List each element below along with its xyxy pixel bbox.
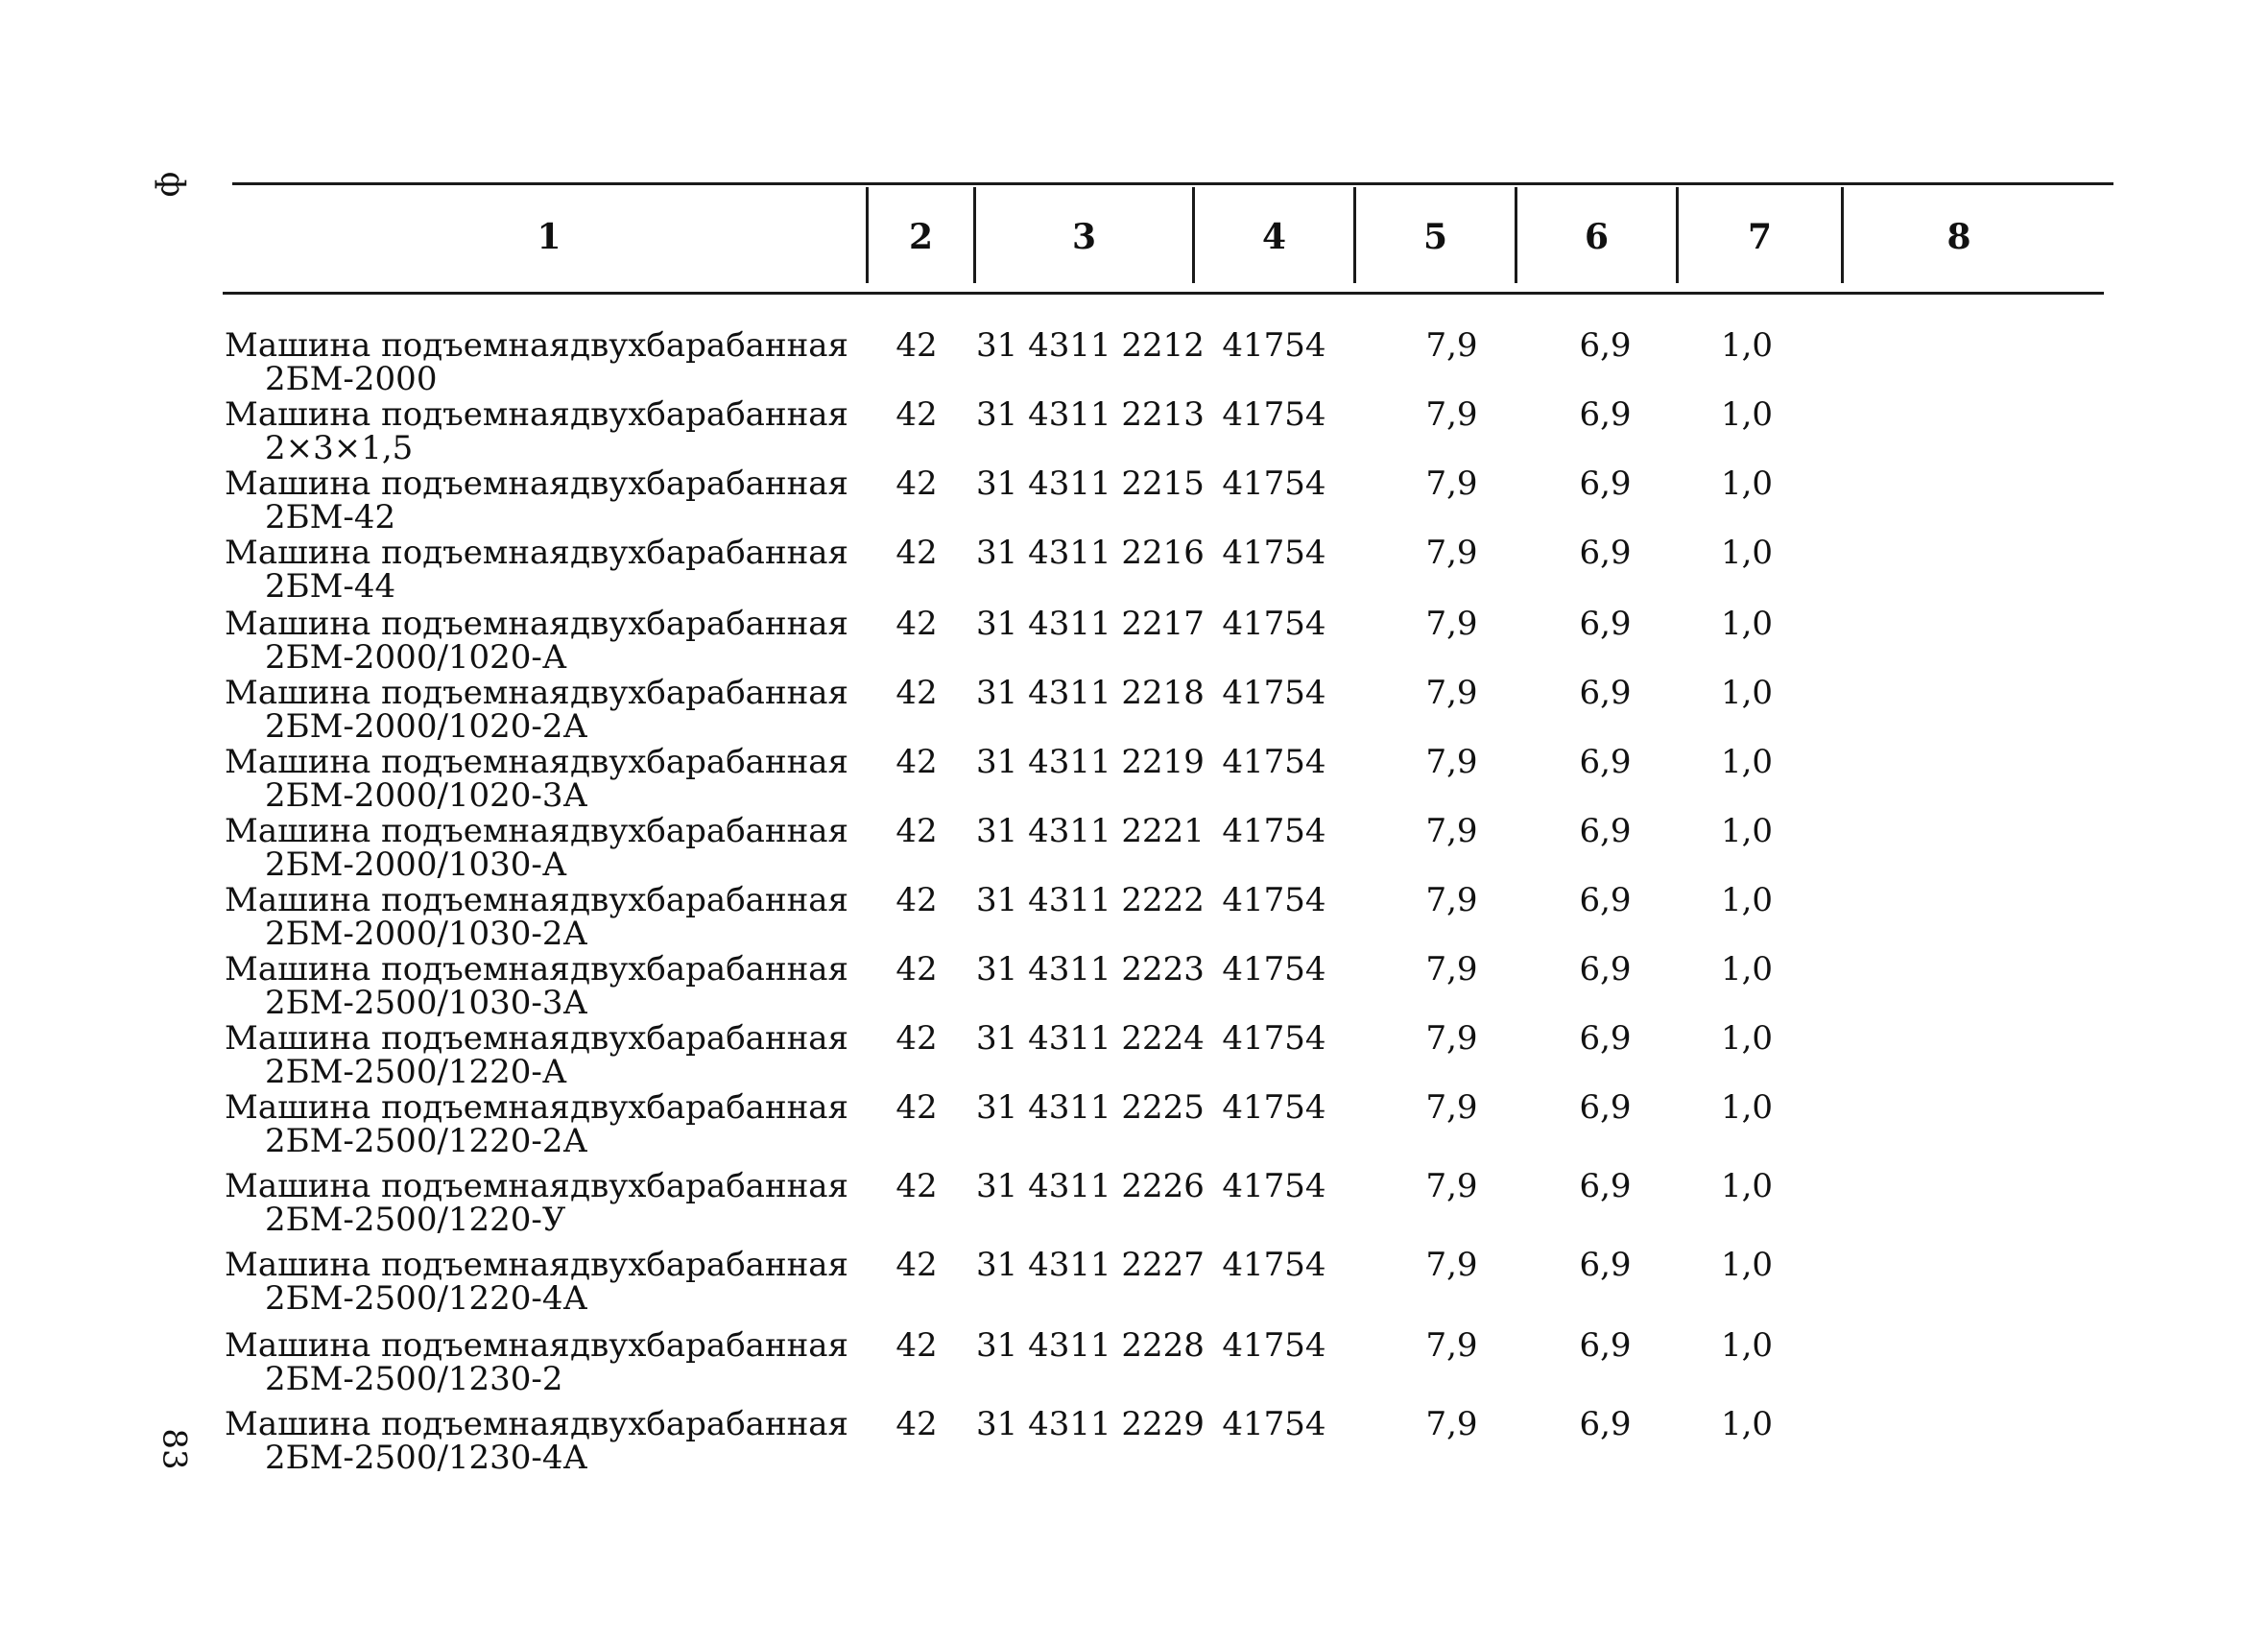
row-col-3: 31 4311 2224 bbox=[976, 1019, 1205, 1058]
row-col-2: 42 bbox=[895, 743, 938, 781]
row-col-7: 1,0 bbox=[1720, 326, 1774, 365]
row-name-part-a: Машина подъемная bbox=[225, 881, 570, 919]
row-col-4: 41754 bbox=[1222, 326, 1326, 365]
row-col-7: 1,0 bbox=[1720, 1019, 1774, 1058]
row-col-2: 42 bbox=[895, 950, 938, 988]
row-col-7: 1,0 bbox=[1720, 950, 1774, 988]
row-col-6: 6,9 bbox=[1579, 881, 1632, 919]
row-name-part-b: двухбарабанная bbox=[570, 1326, 848, 1365]
row-name-part-a: Машина подъемная bbox=[225, 464, 570, 503]
row-name-part-a: Машина подъемная bbox=[225, 812, 570, 850]
row-col-2: 42 bbox=[895, 1246, 938, 1284]
row-col-6: 6,9 bbox=[1579, 743, 1632, 781]
row-col-3: 31 4311 2218 bbox=[976, 674, 1205, 712]
row-model: 2×3×1,5 bbox=[265, 429, 414, 467]
row-col-4: 41754 bbox=[1222, 1246, 1326, 1284]
row-col-5: 7,9 bbox=[1425, 812, 1478, 850]
row-name-line bbox=[225, 1088, 848, 1127]
row-col-6: 6,9 bbox=[1579, 1019, 1632, 1058]
row-col-4: 41754 bbox=[1222, 812, 1326, 850]
row-col-2: 42 bbox=[895, 464, 938, 503]
row-col-5: 7,9 bbox=[1425, 605, 1478, 643]
row-col-4: 41754 bbox=[1222, 743, 1326, 781]
row-model: 2БМ-2000 bbox=[265, 360, 438, 398]
row-col-6: 6,9 bbox=[1579, 1088, 1632, 1127]
header-col-4: 4 bbox=[1261, 217, 1287, 257]
row-col-3: 31 4311 2215 bbox=[976, 464, 1205, 503]
row-name-line bbox=[225, 1019, 848, 1058]
row-col-7: 1,0 bbox=[1720, 1405, 1774, 1443]
row-col-2: 42 bbox=[895, 1405, 938, 1443]
row-col-5: 7,9 bbox=[1425, 1167, 1478, 1205]
row-col-4: 41754 bbox=[1222, 950, 1326, 988]
page-number: 83 bbox=[155, 1428, 194, 1470]
row-name-part-b: двухбарабанная bbox=[570, 326, 848, 365]
row-col-7: 1,0 bbox=[1720, 1167, 1774, 1205]
row-col-7: 1,0 bbox=[1720, 812, 1774, 850]
row-col-3: 31 4311 2228 bbox=[976, 1326, 1205, 1365]
row-name-line bbox=[225, 1167, 848, 1205]
header-col-6: 6 bbox=[1584, 217, 1610, 257]
row-name-part-a: Машина подъемная bbox=[225, 674, 570, 712]
row-col-7: 1,0 bbox=[1720, 743, 1774, 781]
row-name-part-a: Машина подъемная bbox=[225, 1246, 570, 1284]
row-model: 2БМ-44 bbox=[265, 567, 396, 606]
row-col-7: 1,0 bbox=[1720, 605, 1774, 643]
row-name-part-a: Машина подъемная bbox=[225, 534, 570, 572]
row-col-3: 31 4311 2227 bbox=[976, 1246, 1205, 1284]
row-col-2: 42 bbox=[895, 605, 938, 643]
row-col-6: 6,9 bbox=[1579, 605, 1632, 643]
row-model: 2БМ-42 bbox=[265, 498, 396, 536]
header-col-3: 3 bbox=[1071, 217, 1097, 257]
header-top-rule bbox=[232, 182, 2113, 185]
row-name-part-a: Машина подъемная bbox=[225, 1326, 570, 1365]
row-col-4: 41754 bbox=[1222, 674, 1326, 712]
row-col-2: 42 bbox=[895, 1088, 938, 1127]
row-name-line bbox=[225, 950, 848, 988]
row-name-part-b: двухбарабанная bbox=[570, 950, 848, 988]
row-col-4: 41754 bbox=[1222, 1167, 1326, 1205]
row-col-4: 41754 bbox=[1222, 1088, 1326, 1127]
row-col-3: 31 4311 2216 bbox=[976, 534, 1205, 572]
row-col-7: 1,0 bbox=[1720, 1088, 1774, 1127]
header-col-5: 5 bbox=[1422, 217, 1448, 257]
row-name-part-b: двухбарабанная bbox=[570, 674, 848, 712]
row-name-line bbox=[225, 605, 848, 643]
row-col-3: 31 4311 2217 bbox=[976, 605, 1205, 643]
row-col-5: 7,9 bbox=[1425, 1326, 1478, 1365]
row-col-3: 31 4311 2213 bbox=[976, 395, 1205, 434]
row-col-3: 31 4311 2222 bbox=[976, 881, 1205, 919]
row-col-6: 6,9 bbox=[1579, 1405, 1632, 1443]
row-col-2: 42 bbox=[895, 395, 938, 434]
row-name-part-b: двухбарабанная bbox=[570, 1167, 848, 1205]
row-col-7: 1,0 bbox=[1720, 395, 1774, 434]
row-col-4: 41754 bbox=[1222, 881, 1326, 919]
row-col-3: 31 4311 2229 bbox=[976, 1405, 1205, 1443]
row-name-part-a: Машина подъемная bbox=[225, 326, 570, 365]
header-bottom-rule bbox=[223, 292, 2104, 295]
row-name-part-b: двухбарабанная bbox=[570, 1246, 848, 1284]
row-col-4: 41754 bbox=[1222, 534, 1326, 572]
header-col-8: 8 bbox=[1946, 217, 1971, 257]
row-name-part-b: двухбарабанная bbox=[570, 534, 848, 572]
row-col-3: 31 4311 2226 bbox=[976, 1167, 1205, 1205]
row-name-part-a: Машина подъемная bbox=[225, 1405, 570, 1443]
row-col-3: 31 4311 2212 bbox=[976, 326, 1205, 365]
row-model: 2БМ-2000/1030-А bbox=[265, 845, 567, 884]
row-name-part-b: двухбарабанная bbox=[570, 743, 848, 781]
row-name-part-a: Машина подъемная bbox=[225, 605, 570, 643]
row-col-5: 7,9 bbox=[1425, 326, 1478, 365]
row-col-6: 6,9 bbox=[1579, 395, 1632, 434]
row-name-line bbox=[225, 1326, 848, 1365]
row-name-part-b: двухбарабанная bbox=[570, 395, 848, 434]
row-name-part-b: двухбарабанная bbox=[570, 1088, 848, 1127]
row-name-line bbox=[225, 395, 848, 434]
row-col-6: 6,9 bbox=[1579, 950, 1632, 988]
row-col-4: 41754 bbox=[1222, 464, 1326, 503]
row-col-4: 41754 bbox=[1222, 395, 1326, 434]
row-col-3: 31 4311 2221 bbox=[976, 812, 1205, 850]
row-col-5: 7,9 bbox=[1425, 1246, 1478, 1284]
row-name-part-b: двухбарабанная bbox=[570, 605, 848, 643]
row-col-5: 7,9 bbox=[1425, 743, 1478, 781]
row-col-5: 7,9 bbox=[1425, 1405, 1478, 1443]
row-col-2: 42 bbox=[895, 1019, 938, 1058]
row-col-5: 7,9 bbox=[1425, 1019, 1478, 1058]
row-col-5: 7,9 bbox=[1425, 950, 1478, 988]
row-name-line bbox=[225, 1246, 848, 1284]
row-model: 2БМ-2000/1030-2А bbox=[265, 915, 588, 953]
row-model: 2БМ-2000/1020-А bbox=[265, 638, 567, 677]
row-col-4: 41754 bbox=[1222, 1019, 1326, 1058]
row-col-2: 42 bbox=[895, 1167, 938, 1205]
row-name-part-b: двухбарабанная bbox=[570, 881, 848, 919]
row-model: 2БМ-2000/1020-2А bbox=[265, 707, 588, 746]
row-col-6: 6,9 bbox=[1579, 534, 1632, 572]
row-col-6: 6,9 bbox=[1579, 1246, 1632, 1284]
row-col-7: 1,0 bbox=[1720, 1246, 1774, 1284]
row-name-line bbox=[225, 812, 848, 850]
row-model: 2БМ-2500/1230-4А bbox=[265, 1439, 588, 1477]
row-name-part-a: Машина подъемная bbox=[225, 1167, 570, 1205]
row-col-3: 31 4311 2225 bbox=[976, 1088, 1205, 1127]
row-name-line bbox=[225, 881, 848, 919]
row-model: 2БМ-2500/1220-У bbox=[265, 1201, 566, 1239]
row-model: 2БМ-2500/1230-2 bbox=[265, 1360, 563, 1398]
row-name-part-a: Машина подъемная bbox=[225, 743, 570, 781]
row-col-7: 1,0 bbox=[1720, 464, 1774, 503]
row-model: 2БМ-2500/1220-4А bbox=[265, 1279, 588, 1318]
row-model: 2БМ-2500/1030-3А bbox=[265, 984, 588, 1022]
row-name-line bbox=[225, 743, 848, 781]
row-col-5: 7,9 bbox=[1425, 395, 1478, 434]
page-marker-top: ф bbox=[153, 171, 192, 198]
header-col-2: 2 bbox=[908, 217, 934, 257]
row-col-6: 6,9 bbox=[1579, 1326, 1632, 1365]
row-name-part-b: двухбарабанная bbox=[570, 1019, 848, 1058]
row-name-line bbox=[225, 464, 848, 503]
row-name-part-b: двухбарабанная bbox=[570, 464, 848, 503]
row-col-2: 42 bbox=[895, 534, 938, 572]
row-model: 2БМ-2500/1220-А bbox=[265, 1053, 567, 1091]
row-col-6: 6,9 bbox=[1579, 674, 1632, 712]
row-col-5: 7,9 bbox=[1425, 1088, 1478, 1127]
row-col-2: 42 bbox=[895, 812, 938, 850]
row-col-7: 1,0 bbox=[1720, 1326, 1774, 1365]
row-name-part-a: Машина подъемная bbox=[225, 1088, 570, 1127]
row-name-line bbox=[225, 1405, 848, 1443]
row-name-line bbox=[225, 674, 848, 712]
row-col-6: 6,9 bbox=[1579, 326, 1632, 365]
row-col-5: 7,9 bbox=[1425, 534, 1478, 572]
row-col-2: 42 bbox=[895, 674, 938, 712]
row-col-7: 1,0 bbox=[1720, 674, 1774, 712]
row-col-5: 7,9 bbox=[1425, 464, 1478, 503]
row-name-part-b: двухбарабанная bbox=[570, 812, 848, 850]
row-col-4: 41754 bbox=[1222, 1405, 1326, 1443]
row-name-part-b: двухбарабанная bbox=[570, 1405, 848, 1443]
row-col-6: 6,9 bbox=[1579, 812, 1632, 850]
row-col-3: 31 4311 2219 bbox=[976, 743, 1205, 781]
row-col-4: 41754 bbox=[1222, 1326, 1326, 1365]
row-col-5: 7,9 bbox=[1425, 881, 1478, 919]
row-col-3: 31 4311 2223 bbox=[976, 950, 1205, 988]
row-col-2: 42 bbox=[895, 1326, 938, 1365]
row-col-2: 42 bbox=[895, 881, 938, 919]
row-col-7: 1,0 bbox=[1720, 881, 1774, 919]
row-model: 2БМ-2000/1020-3А bbox=[265, 776, 588, 815]
row-col-2: 42 bbox=[895, 326, 938, 365]
row-col-6: 6,9 bbox=[1579, 1167, 1632, 1205]
row-name-part-a: Машина подъемная bbox=[225, 395, 570, 434]
row-model: 2БМ-2500/1220-2А bbox=[265, 1122, 588, 1160]
header-col-7: 7 bbox=[1747, 217, 1773, 257]
row-name-part-a: Машина подъемная bbox=[225, 950, 570, 988]
row-col-7: 1,0 bbox=[1720, 534, 1774, 572]
row-name-part-a: Машина подъемная bbox=[225, 1019, 570, 1058]
row-col-4: 41754 bbox=[1222, 605, 1326, 643]
row-name-line bbox=[225, 326, 848, 365]
row-col-5: 7,9 bbox=[1425, 674, 1478, 712]
row-col-6: 6,9 bbox=[1579, 464, 1632, 503]
row-name-line bbox=[225, 534, 848, 572]
header-col-1: 1 bbox=[537, 217, 561, 257]
